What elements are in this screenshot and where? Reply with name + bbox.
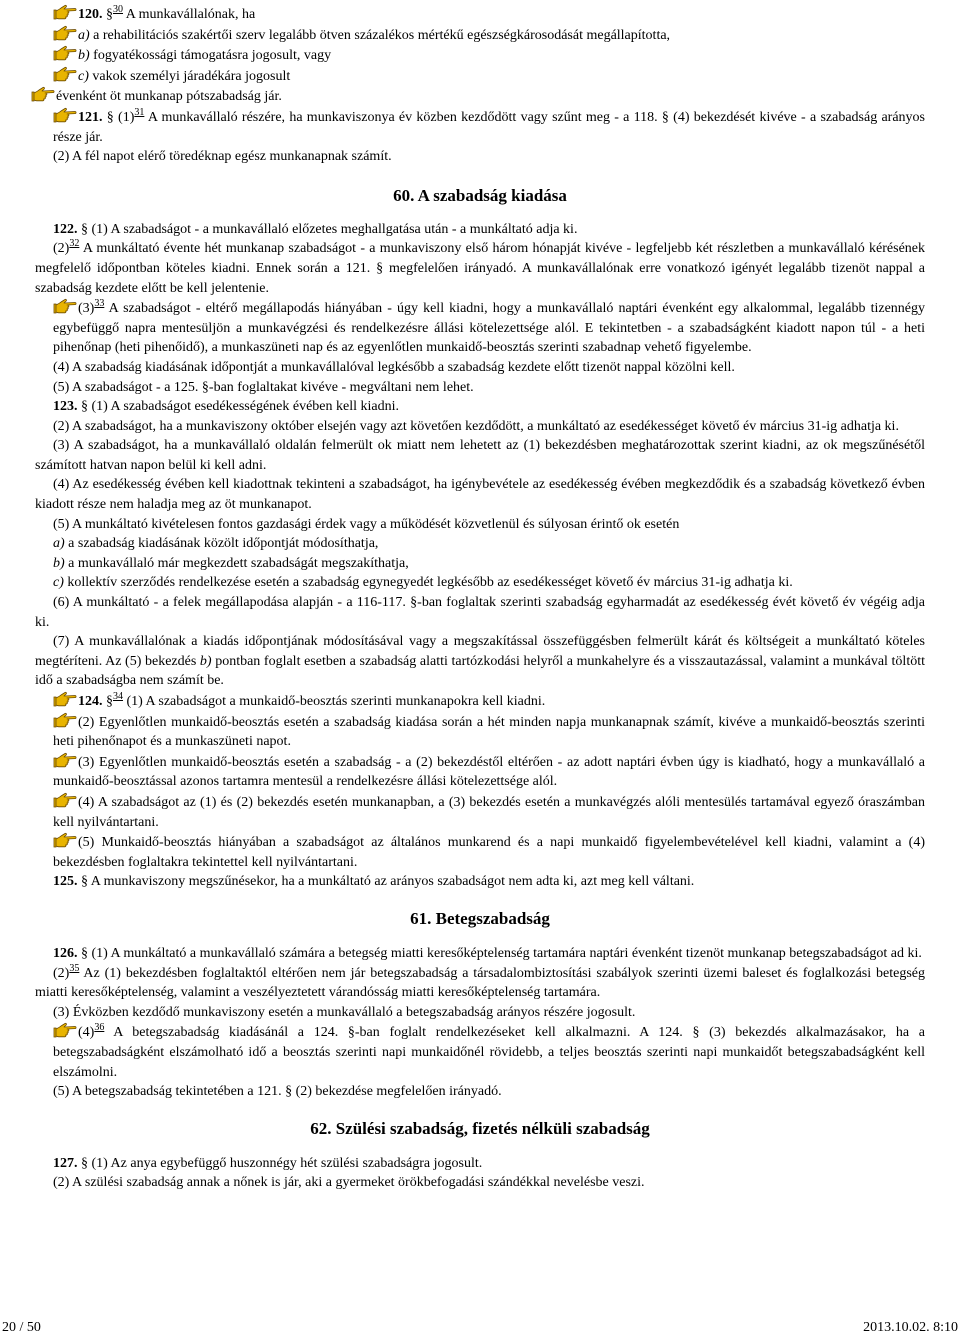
footnote-ref[interactable]: 34 xyxy=(113,691,123,702)
section-123-point-b: b) a munkavállaló már megkezdett szabadságát megszakíthatja, xyxy=(53,555,409,571)
section-123-para-7: (7) A munkavállalónak a kiadás időpontjának módosításával vagy a megszakítással összefüggésben felmerült kárát és költségeit a munkáltató köteles megtéríteni. Az (5) bekezdés b) pontban foglalt esetben a szabadság alatti tartózkodási helyről a munkahelyre és a visszautazással, valamint a munkával töltött idő a szabadságba nem számít be. xyxy=(35,634,925,689)
section-126-para-4: $(4)^{36}$ A betegszabadság kiadásánál a 124. §-ban foglalt rendelkezéseket kell alkalmazni. A 124. § (3) bekezdés alkalmazásakor, ha a betegszabadságként elszámolható idő a beosztás szerinti napi munkaidőnél rövidebb, a teljes beosztás szerinti napi munkaidőt betegszabadságként kell elszámolni. xyxy=(53,1022,925,1080)
footnote-ref[interactable]: 36 xyxy=(94,1022,105,1034)
pointing-hand-icon[interactable] xyxy=(53,4,77,21)
section-122-para-4: (4) A szabadság kiadásának időpontját a munkavállalóval legkésőbb a szabadság kezdete előtt tizenöt nappal közölni kell. xyxy=(53,359,735,375)
pointing-hand-icon[interactable] xyxy=(53,832,77,849)
document-body xyxy=(35,4,925,1193)
section-121-para-1: 121. § $(1)^{31}$ A munkavállaló részére, ha munkaviszonya év közben kezdődött vagy szűnt meg - a 118. § (4) bekezdését kivéve - a szabadság arányos része jár. xyxy=(53,106,925,145)
pointing-hand-icon[interactable] xyxy=(53,691,77,708)
section-127-para-1: 127. § (1) Az anya egybefüggő huszonnégy hét szülési szabadságra jogosult. xyxy=(53,1155,483,1171)
section-123-para-4: (4) Az esedékesség évében kell kiadottnak tekinteni a szabadságot, ha igénybevétele az esedékesség évében megkezdődik és a szabadság következő évben kiadott része nem haladja meg az öt munkanapot. xyxy=(35,477,925,513)
pointing-hand-icon[interactable] xyxy=(53,712,77,729)
section-122-para-3: $(3)^{33}$ A szabadságot - eltérő megállapodás hiányában - úgy kell kiadni, hogy a munkavállaló naptári évenként egy alkalommal, legalább tizennégy egybefüggő napra mentesüljön a munkavégzési és rendelkezésre állási kötelezettsége alól. E tekintetben - a szabadságként kiadott napon túl - a heti pihenőnap (heti pihenőidő), a munkaszüneti nap és az egyenlőtlen munkaidő-beosztás szerinti szabadnap vehető figyelembe. xyxy=(53,298,925,356)
section-123-point-c: c) kollektív szerződés rendelkezése esetén a szabadság egynegyedét legkésőbb az esedékességet követő év március 31-ig adhatja ki. xyxy=(53,575,793,591)
section-123-para-1: 123. § (1) A szabadságot esedékességének évében kell kiadni. xyxy=(53,399,400,415)
pointing-hand-icon[interactable] xyxy=(53,298,77,315)
section-122-para-2: $(2)^{32}$ A munkáltató évente hét munkanap szabadságot - a munkaviszony első három hónapját kivéve - legfeljebb két részletben a munkavállaló kérésének megfelelő időpontban köteles kiadni. Ennek során a 121. § megfelelően irányadó. A munkavállalónak erre vonatkozó igényét legalább tizenöt nappal a szabadság kezdete előtt be kell jelentenie. xyxy=(35,238,925,296)
chapter-heading-60: 60. A szabadság kiadása xyxy=(393,185,567,205)
pointing-hand-icon[interactable] xyxy=(53,792,77,809)
section-123-para-2: (2) A szabadságot, ha a munkaviszony október elsején vagy azt követően kezdődött, a munkáltató az esedékességet követő év március 31-ig adhatja ki. xyxy=(53,418,899,434)
pointing-hand-icon[interactable] xyxy=(53,25,77,42)
section-124-para-5: (5) Munkaidő-beosztás hiányában a szabadságot az általános munkarend és a napi munkaidő figyelembevételével kell kiadni, valamint a (4) bekezdésben foglaltakra tekintettel kell nyilvántartani. xyxy=(35,832,925,872)
section-127-para-2: (2) A szülési szabadság annak a nőnek is jár, aki a gyermeket örökbefogadási szándékkal nevelésbe veszi. xyxy=(53,1175,645,1191)
section-126-para-2: $(2)^{35}$ Az (1) bekezdésben foglaltaktól eltérően nem jár betegszabadság a társadalombiztosítási szabályok szerinti üzemi baleset és foglalkozási betegség miatti keresőképtelenség, valamint a veszélyeztetett várandósság miatti keresőképtelenség tartamára. xyxy=(35,962,925,1001)
section-125-para-1: 125. § A munkaviszony megszűnésekor, ha a munkáltató az arányos szabadságot nem adta ki, azt meg kell váltani. xyxy=(53,874,695,890)
pointing-hand-icon[interactable] xyxy=(53,752,77,769)
chapter-heading-61: 61. Betegszabadság xyxy=(410,908,550,928)
section-120-point-a: a) a rehabilitációs szakértői szerv legalább ötven százalékos mértékű egészségkárosodását megállapította, xyxy=(35,25,925,46)
section-126-para-1: 126. § (1) A munkáltató a munkavállaló számára a betegség miatti keresőképtelenség tartamára naptári évenként tizenöt munkanap betegszabadságot ad ki. xyxy=(53,945,922,961)
section-121-para-2: (2) A fél napot elérő töredéknap egész munkanapnak számít. xyxy=(53,149,392,165)
section-122-para-1: 122. § (1) A szabadságot - a munkavállaló előzetes meghallgatása után - a munkáltató adja ki. xyxy=(53,221,578,237)
footnote-ref[interactable]: 35 xyxy=(69,962,80,974)
pointing-hand-icon[interactable] xyxy=(53,107,77,124)
pointing-hand-icon[interactable] xyxy=(53,1022,77,1039)
footnote-ref[interactable]: 30 xyxy=(113,4,123,15)
section-120-point-c: c) vakok személyi járadékára jogosult xyxy=(35,66,925,87)
section-126-para-3: (3) Évközben kezdődő munkaviszony esetén a munkavállaló a betegszabadság arányos részére jogosult. xyxy=(53,1004,636,1020)
section-124-para-3: (3) Egyenlőtlen munkaidő-beosztás esetén a szabadság - a (2) bekezdéstől eltérően - az adott naptári évben úgy is kiadható, hogy a munkavállaló a munkaidő-beosztással azonos tartamra mentesül a rendelkezésre állási kötelezettsége alól. xyxy=(35,752,925,792)
section-124-para-4: (4) A szabadságot az (1) és (2) bekezdés esetén munkanapban, a (3) bekezdés esetén a munkavégzés alóli mentesülés tartamával egyező óraszámban kell nyilvántartani. xyxy=(35,792,925,832)
pointing-hand-icon[interactable] xyxy=(53,45,77,62)
section-122-para-5: (5) A szabadságot - a 125. §-ban foglaltakat kivéve - megváltani nem lehet. xyxy=(53,379,474,395)
footnote-ref[interactable]: 31 xyxy=(134,106,145,118)
section-123-para-5: (5) A munkáltató kivételesen fontos gazdasági érdek vagy a működését közvetlenül és súlyosan érintő ok esetén xyxy=(53,516,680,532)
section-123-para-3: (3) A szabadságot, ha a munkavállaló oldalán felmerült ok miatt nem lehetett az (1) bekezdésben meghatározottak szerint kiadni, az ok megszűnésétől számított hatvan napon belül ki kell adni. xyxy=(35,438,925,473)
footnote-ref[interactable]: 32 xyxy=(69,238,80,250)
section-120-heading: 120. §$^{30}$ A munkavállalónak, ha xyxy=(35,4,925,25)
section-126-para-5: (5) A betegszabadság tekintetében a 121. § (2) bekezdése megfelelően irányadó. xyxy=(53,1084,502,1100)
pointing-hand-icon[interactable] xyxy=(31,86,55,103)
section-120-tail: évenként öt munkanap pótszabadság jár. xyxy=(31,86,925,107)
footnote-ref[interactable]: 33 xyxy=(94,298,105,310)
section-120-point-b: b) fogyatékossági támogatásra jogosult, vagy xyxy=(35,45,925,66)
section-number: 120. xyxy=(78,7,103,22)
print-date: 2013.10.02. 8:10 xyxy=(863,1320,958,1335)
section-124-para-2: (2) Egyenlőtlen munkaidő-beosztás esetén a szabadság kiadása során a hét minden napja munkanapnak számít, kivéve a munkaidő-beosztás szerinti heti pihenőnapot és a munkaszüneti napot. xyxy=(35,712,925,752)
section-124-para-1: 124. §$^{34}$ (1) A szabadságot a munkaidő-beosztás szerinti munkanapokra kell kiadni. xyxy=(35,691,925,712)
pointing-hand-icon[interactable] xyxy=(53,66,77,83)
section-123-point-a: a) a szabadság kiadásának közölt időpontját módosíthatja, xyxy=(53,536,379,552)
section-123-para-6: (6) A munkáltató - a felek megállapodása alapján - a 116-117. §-ban foglaltak szerinti szabadság egyharmadát az esedékesség évét követő év végéig adja ki. xyxy=(35,595,925,630)
page-number: 20 / 50 xyxy=(2,1320,41,1335)
chapter-heading-62: 62. Szülési szabadság, fizetés nélküli szabadság xyxy=(310,1118,650,1138)
